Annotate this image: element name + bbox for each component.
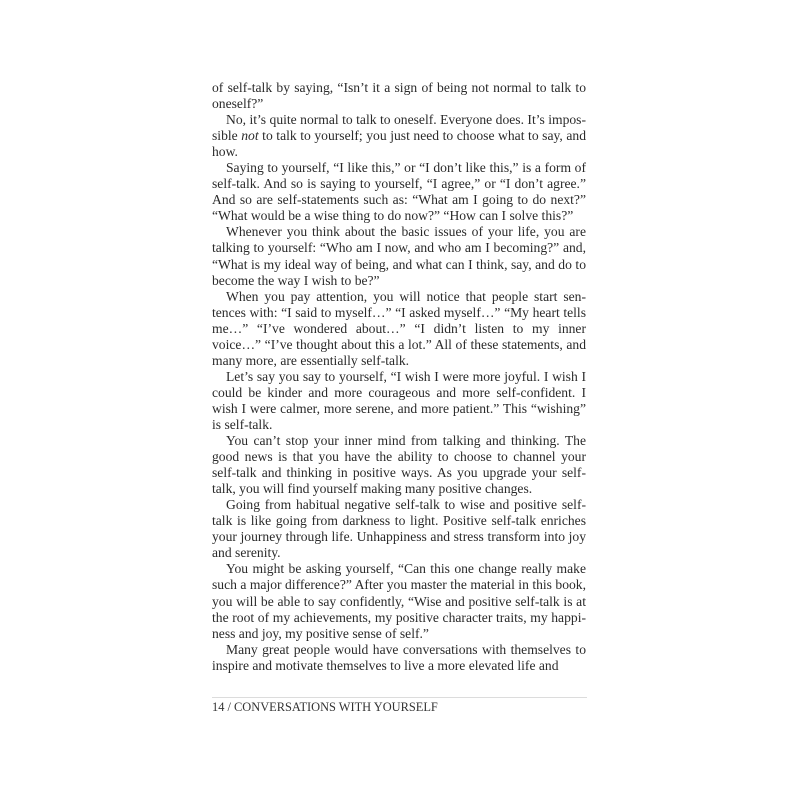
text-run: Let’s say you say to yourself, “I wish I were more joyful. I wish I could be kinder and more courageous and more self-confident. I wish I were calmer, more serene, and more patient.” This “wishing” is self-talk. xyxy=(212,368,586,432)
paragraph xyxy=(212,224,586,288)
text-run: Going from habitual negative self-talk to wise and positive self-talk is like going from darkness to light. Positive self-talk enriches your journey through life. Unhappiness and stress transform into joy and serenity. xyxy=(212,497,586,561)
footer-divider xyxy=(212,697,587,698)
text-run: of self-talk by saying, “Isn’t it a sign of being not normal to talk to oneself?” xyxy=(212,80,586,112)
text-run: No, it’s quite normal to talk to oneself. Everyone does. It’s impossible xyxy=(212,112,586,144)
text-run: You might be asking yourself, “Can this one change really make such a major difference?” After you master the material in this book, you will be able to say confidently, “Wise and positive self-talk is at the root of my achievements, my positive character traits, my happiness and joy, my positive sense of self.” xyxy=(212,561,586,641)
italic-emphasis: not xyxy=(241,128,259,144)
page-number: 14 xyxy=(212,700,225,714)
text-run: When you pay attention, you will notice that people start sentences with: “I said to myself…” “I asked myself…” “My heart tells me…” “I’ve wondered about…” “I didn’t listen to my inner voice…” “I’ve thought about this a lot.” All of these statements, and many more, are essentially self-talk. xyxy=(212,288,586,368)
paragraph xyxy=(212,561,586,641)
text-run: to talk to yourself; you just need to choose what to say, and how. xyxy=(212,128,586,160)
paragraph xyxy=(212,160,586,224)
text-run: You can’t stop your inner mind from talking and thinking. The good news is that you have the ability to choose to channel your self-talk and thinking in positive ways. As you upgrade your self-talk, you will find yourself making many positive changes. xyxy=(212,433,586,497)
paragraph xyxy=(212,642,586,674)
text-run: Many great people would have conversations with themselves to inspire and motivate themselves to live a more elevated life and xyxy=(212,641,586,673)
paragraph xyxy=(212,80,586,112)
paragraph xyxy=(212,497,586,561)
footer-separator: / xyxy=(224,700,235,714)
paragraph xyxy=(212,112,586,160)
paragraph xyxy=(212,369,586,433)
text-run: Whenever you think about the basic issues of your life, you are talking to yourself: “Who am I now, and who am I becoming?” and, “What is my ideal way of being, and what can I think, say, and do to become the way I wish to be?” xyxy=(212,224,586,288)
book-page-body xyxy=(212,80,586,674)
paragraph xyxy=(212,433,586,497)
paragraph xyxy=(212,289,586,369)
text-run: Saying to yourself, “I like this,” or “I don’t like this,” is a form of self-talk. And so is saying to yourself, “I agree,” or “I don’t agree.” And so are self-statements such as: “What am I going to do next?” “What would be a wise thing to do now?” “How can I solve this?” xyxy=(212,160,586,224)
running-footer xyxy=(212,700,438,715)
running-title: CONVERSATIONS WITH YOURSELF xyxy=(234,700,438,714)
